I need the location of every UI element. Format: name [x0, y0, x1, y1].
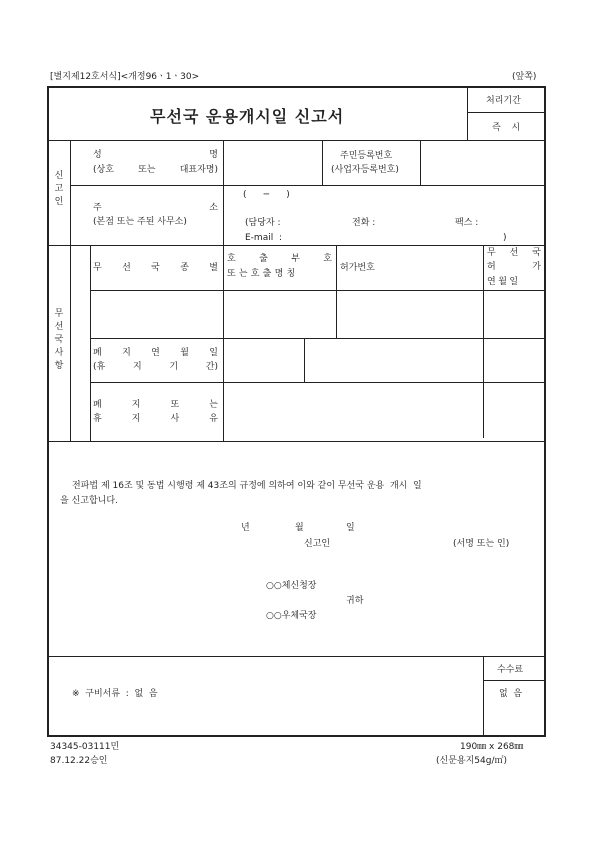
- char: 별: [209, 263, 218, 273]
- station-type-label: [93, 263, 218, 274]
- char: 호: [323, 254, 332, 264]
- char: 명: [209, 150, 218, 160]
- divider: [322, 140, 323, 185]
- divider: [47, 656, 545, 657]
- char: 유: [209, 414, 218, 424]
- char: 고: [54, 184, 64, 194]
- char: 무: [54, 309, 64, 319]
- permit-date-field[interactable]: [484, 291, 543, 337]
- divider: [467, 112, 545, 113]
- char: 신: [54, 171, 64, 181]
- station-section-label: [50, 308, 68, 373]
- year-label: 년: [241, 523, 250, 533]
- char: (휴: [93, 362, 106, 372]
- char: 월: [180, 348, 189, 358]
- permit-date-label-mid: [487, 262, 541, 273]
- char: 무: [93, 263, 102, 273]
- required-documents: ※ 구비서류 : 없 음: [72, 689, 158, 699]
- address-label: [93, 203, 218, 214]
- char: 허: [487, 262, 496, 272]
- closure-date-field[interactable]: [224, 339, 303, 381]
- address-sublabel: (본점 또는 주된 사무소): [93, 217, 187, 227]
- char: 연: [151, 348, 160, 358]
- declaration-text-line2: 을 신고합니다.: [60, 496, 118, 506]
- permit-date-label-bottom: 연월일: [487, 277, 521, 287]
- char: 주: [93, 203, 102, 213]
- char: 선: [509, 248, 519, 258]
- form-number: [별지제12호서식]<개정96ㆍ1ㆍ30>: [50, 72, 200, 82]
- frame-left: [47, 86, 49, 737]
- char: 는: [209, 400, 218, 410]
- word: 또는: [138, 165, 156, 175]
- word: (상호: [93, 165, 114, 175]
- reporter-label: 신고인: [304, 539, 331, 549]
- callsign-field[interactable]: [224, 291, 335, 337]
- closure-period-label: [93, 362, 218, 373]
- id-number-field[interactable]: [421, 141, 543, 184]
- char: 부: [291, 254, 300, 264]
- divider: [47, 245, 545, 246]
- fee-label: 수수료: [497, 665, 524, 675]
- declaration-text-line1: 전파법 제 16조 및 동법 시행령 제 43조의 규정에 의하여 이와 같이 무선국 운용 개시 일: [72, 481, 422, 491]
- license-number-field[interactable]: [337, 291, 482, 337]
- char: 국: [54, 335, 64, 345]
- divider: [467, 86, 468, 141]
- frame-right: [544, 86, 546, 737]
- closure-date-label: [93, 348, 218, 359]
- processing-period-value: 즉 시: [492, 123, 521, 133]
- char: 사: [54, 348, 64, 358]
- signature-label: (서명 또는 인): [453, 539, 510, 549]
- name-sublabel: [93, 165, 218, 176]
- char: 선: [54, 322, 64, 332]
- char: 항: [54, 361, 64, 371]
- divider: [483, 656, 484, 736]
- paper-type: (신문용지54g/㎡): [436, 756, 507, 766]
- name-label: [93, 150, 218, 161]
- recipient-suffix: 귀하: [346, 596, 364, 606]
- closure-reason-label-top: [93, 400, 218, 411]
- frame-top: [47, 86, 545, 88]
- char: 출: [259, 254, 268, 264]
- license-number-label: 허가번호: [340, 263, 375, 273]
- fee-value: 없 음: [499, 689, 523, 699]
- char: 지: [132, 362, 142, 372]
- char: 선: [122, 263, 131, 273]
- id-number-label: 주민등록번호: [340, 151, 393, 161]
- reporter-section-label: [50, 170, 68, 209]
- divider: [483, 680, 545, 681]
- callsign-label: [227, 254, 332, 265]
- char: 휴: [93, 414, 102, 424]
- phone-label: 전화 :: [352, 218, 376, 228]
- close-paren: ): [503, 233, 507, 243]
- char: 인: [54, 197, 64, 207]
- divider: [70, 185, 545, 186]
- fax-label: 팩스 :: [455, 218, 479, 228]
- recipient-telecom-office: ○○체신청장: [266, 581, 317, 591]
- closure-reason-label-bottom: [93, 414, 218, 425]
- contact-person-label: (담당자 :: [245, 218, 281, 228]
- word: 대표자명): [179, 165, 218, 175]
- approval-date: 87.12.22승인: [50, 756, 108, 766]
- postal-code-field[interactable]: ( ─ ): [243, 190, 290, 200]
- char: 무: [487, 248, 496, 258]
- paper-size: 190㎜ x 268㎜: [460, 742, 524, 752]
- permit-date-label-top: [487, 248, 541, 259]
- frame-bottom: [47, 735, 545, 737]
- char: 국: [532, 248, 541, 258]
- char: 소: [209, 203, 218, 213]
- char: 가: [532, 262, 541, 272]
- form-title: 무선국 운용개시일 신고서: [150, 107, 345, 126]
- char: 간): [205, 362, 218, 372]
- char: 폐: [93, 400, 102, 410]
- closure-reason-field[interactable]: [224, 383, 543, 440]
- char: 기: [169, 362, 179, 372]
- id-number-sublabel: (사업자등록번호): [331, 165, 399, 175]
- char: 호: [227, 254, 236, 264]
- char: 성: [93, 150, 102, 160]
- callsign-sublabel: 또는호출명칭: [227, 269, 299, 279]
- month-label: 월: [295, 523, 304, 533]
- char: 지: [131, 400, 141, 410]
- email-label: E-mail :: [245, 233, 282, 243]
- divider: [47, 441, 545, 442]
- char: 지: [122, 348, 131, 358]
- char: 국: [151, 263, 160, 273]
- char: 지: [131, 414, 141, 424]
- day-label: 일: [346, 523, 355, 533]
- station-type-field[interactable]: [91, 291, 222, 337]
- char: 또: [170, 400, 180, 410]
- form-code: 34345-03111민: [50, 742, 120, 752]
- name-field[interactable]: [224, 141, 321, 184]
- recipient-post-office: ○○우체국장: [266, 611, 317, 621]
- processing-period-label: 처리기간: [486, 96, 521, 106]
- char: 종: [180, 263, 189, 273]
- char: 폐: [93, 348, 102, 358]
- char: 사: [170, 414, 180, 424]
- closure-period-field[interactable]: [305, 339, 482, 381]
- char: 일: [209, 348, 218, 358]
- divider: [90, 245, 91, 442]
- page-side-label: (앞쪽): [512, 72, 537, 82]
